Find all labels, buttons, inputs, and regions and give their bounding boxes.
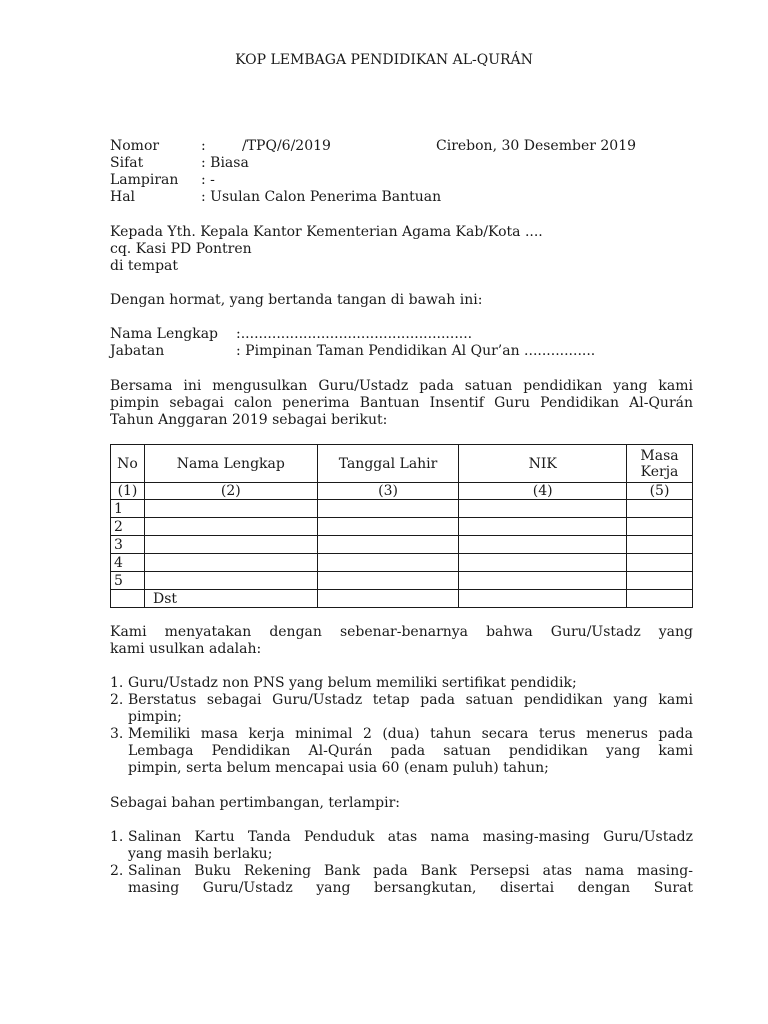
table-cell: [459, 500, 627, 518]
table-cell: [317, 554, 459, 572]
intro-line-3: Tahun Anggaran 2019 sebagai berikut:: [110, 412, 388, 428]
table-cell: [627, 590, 693, 608]
statement-line-1: Kami menyatakan dengan sebenar-benarnya bahwa Guru/Ustadz yang: [110, 624, 693, 640]
criteria-3-line-2: Lembaga Pendidikan Al-Qurán pada satuan pendidikan yang kami: [128, 743, 693, 759]
attachment-2-line-1: Salinan Buku Rekening Bank pada Bank Persepsi atas nama masing-: [128, 863, 693, 879]
hal-label: Hal: [110, 189, 136, 205]
row-number: 2: [111, 518, 145, 536]
sifat-label: Sifat: [110, 155, 144, 171]
jabatan-label: Jabatan: [110, 343, 165, 359]
attachment-1-line-2: yang masih berlaku;: [128, 846, 273, 862]
recipient-line-3: di tempat: [110, 258, 179, 274]
table-cell: [317, 590, 459, 608]
table-cell: [317, 518, 459, 536]
table-cell: [111, 590, 145, 608]
criteria-1-line-1: Guru/Ustadz non PNS yang belum memiliki sertifikat pendidik;: [128, 675, 577, 691]
row-dst: Dst: [144, 590, 317, 608]
recipient-line-1: Kepada Yth. Kepala Kantor Kementerian Agama Kab/Kota ....: [110, 224, 543, 240]
table-cell: [459, 518, 627, 536]
table-cell: [627, 554, 693, 572]
nomor-value: /TPQ/6/2019: [242, 138, 331, 154]
lampiran-label: Lampiran: [110, 172, 179, 188]
table-row: [111, 500, 693, 518]
hal-value: : Usulan Calon Penerima Bantuan: [201, 189, 442, 205]
candidate-table: [110, 444, 693, 608]
header-tanggal-lahir: Tanggal Lahir: [317, 445, 459, 483]
row-number: 5: [111, 572, 145, 590]
attachment-2-num: 2.: [110, 863, 124, 879]
table-cell: [459, 554, 627, 572]
table-cell: [627, 572, 693, 590]
row-number: 4: [111, 554, 145, 572]
nomor-label: Nomor: [110, 138, 160, 154]
attachments-intro: Sebagai bahan pertimbangan, terlampir:: [110, 795, 400, 811]
table-cell: [627, 518, 693, 536]
table-cell: [144, 572, 317, 590]
col-number: (1): [111, 483, 145, 500]
criteria-3-line-1: Memiliki masa kerja minimal 2 (dua) tahun secara terus menerus pada: [128, 726, 693, 742]
table-cell: [627, 536, 693, 554]
criteria-3-line-3: pimpin, serta belum mencapai usia 60 (enam puluh) tahun;: [128, 760, 549, 776]
sifat-value: : Biasa: [201, 155, 249, 171]
table-row: [111, 518, 693, 536]
nama-label: Nama Lengkap: [110, 326, 219, 342]
table-cell: [627, 500, 693, 518]
table-cell: [144, 536, 317, 554]
table-number-row: [111, 483, 693, 500]
table-cell: [317, 500, 459, 518]
nomor-colon: :: [201, 138, 206, 154]
header-nik: NIK: [459, 445, 627, 483]
table-cell: [144, 518, 317, 536]
recipient-line-2: cq. Kasi PD Pontren: [110, 241, 252, 257]
nama-value: :....................................................: [236, 326, 473, 342]
table-cell: [459, 572, 627, 590]
jabatan-value: : Pimpinan Taman Pendidikan Al Qur’an ................: [236, 343, 596, 359]
col-number: (4): [459, 483, 627, 500]
criteria-2-line-2: pimpin;: [128, 709, 182, 725]
row-number: 1: [111, 500, 145, 518]
criteria-1-num: 1.: [110, 675, 124, 691]
table-cell: [144, 554, 317, 572]
table-cell: [144, 500, 317, 518]
table-cell: [317, 536, 459, 554]
header-no: No: [111, 445, 145, 483]
intro-line-1: Bersama ini mengusulkan Guru/Ustadz pada satuan pendidikan yang kami: [110, 378, 693, 394]
place-date: Cirebon, 30 Desember 2019: [436, 138, 637, 154]
criteria-2-num: 2.: [110, 692, 124, 708]
table-row: [111, 554, 693, 572]
col-number: (5): [627, 483, 693, 500]
table-header-row: [111, 445, 693, 483]
attachment-1-num: 1.: [110, 829, 124, 845]
table-cell: [317, 572, 459, 590]
col-number: (2): [144, 483, 317, 500]
table-row-dst: [111, 590, 693, 608]
statement-line-2: kami usulkan adalah:: [110, 641, 262, 657]
criteria-3-num: 3.: [110, 726, 124, 742]
greeting: Dengan hormat, yang bertanda tangan di bawah ini:: [110, 292, 483, 308]
letterhead-title: KOP LEMBAGA PENDIDIKAN AL-QURÁN: [235, 52, 533, 68]
intro-line-2: pimpin sebagai calon penerima Bantuan Insentif Guru Pendidikan Al-Qurán: [110, 395, 693, 411]
table-cell: [459, 590, 627, 608]
table-row: [111, 572, 693, 590]
lampiran-value: : -: [201, 172, 215, 188]
criteria-2-line-1: Berstatus sebagai Guru/Ustadz tetap pada satuan pendidikan yang kami: [128, 692, 693, 708]
row-number: 3: [111, 536, 145, 554]
attachment-1-line-1: Salinan Kartu Tanda Penduduk atas nama masing-masing Guru/Ustadz: [128, 829, 693, 845]
attachment-2-line-2: masing Guru/Ustadz yang bersangkutan, disertai dengan Surat: [128, 880, 693, 896]
col-number: (3): [317, 483, 459, 500]
table-cell: [459, 536, 627, 554]
header-masa-kerja: Masa Kerja: [627, 445, 693, 483]
header-nama-lengkap: Nama Lengkap: [144, 445, 317, 483]
table-row: [111, 536, 693, 554]
